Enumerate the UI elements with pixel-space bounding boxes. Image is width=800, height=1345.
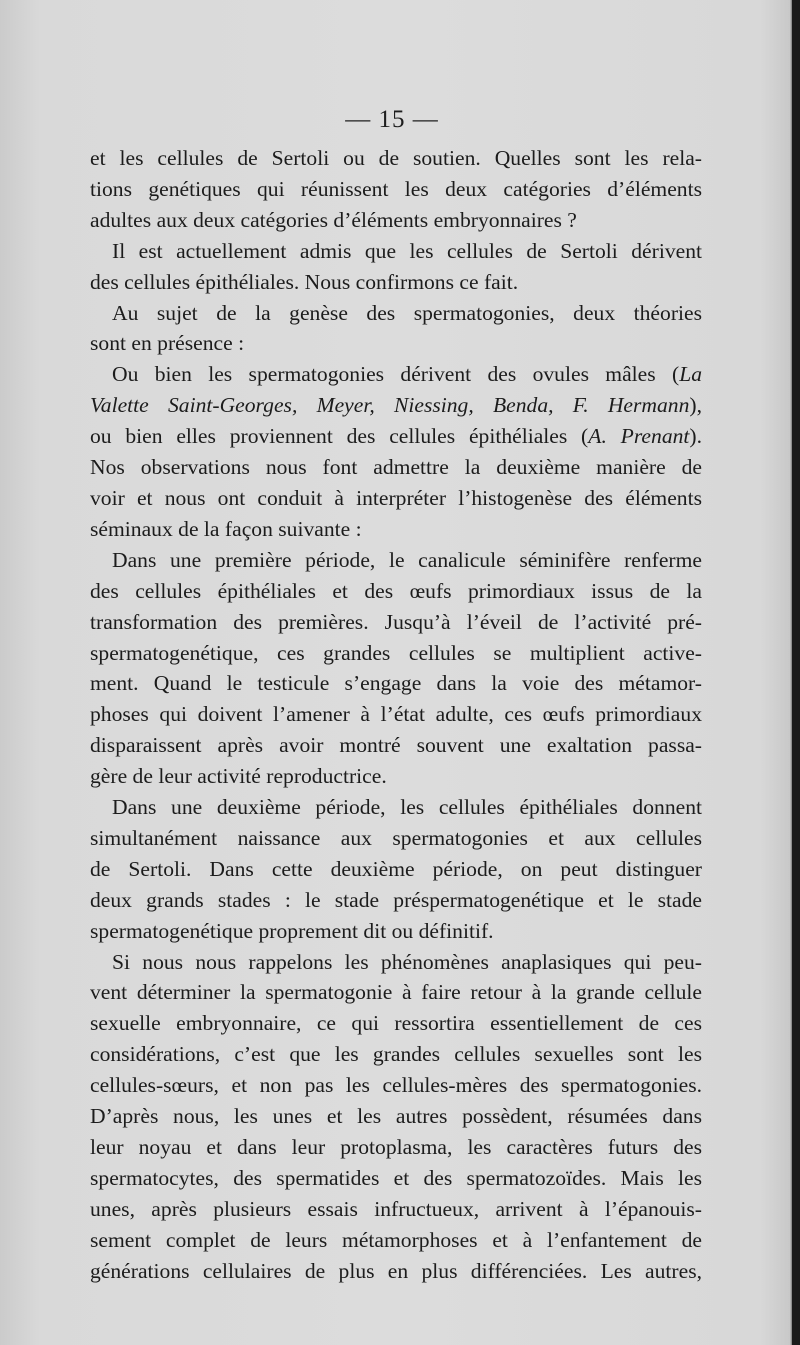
citation-italic: La	[679, 362, 702, 387]
text-line: unes, après plusieurs essais infructueux, arrivent à l’épanouis-	[90, 1196, 702, 1221]
page-edge-shadow	[792, 0, 800, 1345]
text-line: spermatogenétique proprement dit ou définitif.	[90, 918, 494, 943]
text-line: de Sertoli. Dans cette deuxième période, on peut distinguer	[90, 856, 702, 881]
paragraph-1	[90, 143, 702, 236]
page-number: — 15 —	[345, 106, 439, 133]
text-line: générations cellulaires de plus en plus différenciées. Les autres,	[90, 1258, 702, 1283]
text-line	[90, 359, 702, 390]
text-line: considérations, c’est que les grandes cellules sexuelles sont les	[90, 1042, 702, 1067]
paragraph-2	[90, 236, 702, 298]
text-line: disparaissent après avoir montré souvent une exaltation passa-	[90, 733, 702, 758]
paragraph-7	[90, 947, 702, 1287]
text-line: gère de leur activité reproductrice.	[90, 764, 387, 789]
citation-italic: Valette Saint-Georges, Meyer, Niessing, Benda, F. Hermann	[90, 393, 690, 418]
paragraph-6	[90, 792, 702, 947]
text-line: Dans une première période, le canalicule séminifère renferme	[112, 547, 702, 572]
text-line: simultanément naissance aux spermatogonies et aux cellules	[90, 825, 702, 850]
text-line: spermatocytes, des spermatides et des spermatozoïdes. Mais les	[90, 1165, 702, 1190]
text-line	[90, 390, 702, 421]
text-line: Si nous nous rappelons les phénomènes anaplasiques qui peu-	[112, 949, 702, 974]
text-line: et les cellules de Sertoli ou de soutien. Quelles sont les rela-	[90, 146, 702, 170]
text-line: leur noyau et dans leur protoplasma, les caractères futurs des	[90, 1135, 702, 1159]
text-line: cellules-sœurs, et non pas les cellules-mères des spermatogonies.	[90, 1073, 702, 1098]
text-line: séminaux de la façon suivante :	[90, 516, 362, 541]
text-line: deux grands stades : le stade préspermatogenétique et le stade	[90, 887, 702, 912]
text-line: sexuelle embryonnaire, ce qui ressortira essentiellement de ces	[90, 1011, 702, 1036]
text-line: des cellules épithéliales. Nous confirmons ce fait.	[90, 269, 519, 294]
text-line: adultes aux deux catégories d’éléments embryonnaires ?	[90, 207, 577, 232]
text-segment: Ou bien les spermatogonies dérivent des ovules mâles (	[112, 362, 680, 387]
paragraph-3	[90, 298, 702, 360]
text-line: vent déterminer la spermatogonie à faire retour à la grande cellule	[90, 980, 702, 1005]
text-line: sont en présence :	[90, 331, 245, 356]
text-segment: ou bien elles proviennent des cellules épithéliales (	[90, 424, 589, 449]
text-line: spermatogenétique, ces grandes cellules se multiplient active-	[90, 640, 702, 665]
citation-italic: A. Prenant	[588, 424, 690, 449]
text-line: Dans une deuxième période, les cellules épithéliales donnent	[112, 795, 702, 820]
text-line: phoses qui doivent l’amener à l’état adulte, ces œufs primordiaux	[90, 702, 702, 727]
body-text	[90, 143, 702, 1287]
text-line: tions genétiques qui réunissent les deux catégories d’éléments	[90, 176, 702, 201]
text-line: des cellules épithéliales et des œufs primordiaux issus de la	[90, 578, 702, 603]
text-line: Au sujet de la genèse des spermatogonies, deux théories	[112, 300, 702, 325]
text-line: ment. Quand le testicule s’engage dans la voie des métamor-	[90, 671, 702, 696]
text-segment: ).	[689, 424, 703, 449]
text-line	[90, 421, 702, 452]
text-line: D’après nous, les unes et les autres possèdent, résumées dans	[90, 1104, 702, 1129]
text-line: Il est actuellement admis que les cellules de Sertoli dérivent	[112, 238, 702, 263]
text-segment: ),	[689, 393, 702, 418]
text-line: transformation des premières. Jusqu’à l’éveil de l’activité pré-	[90, 609, 702, 634]
text-line: Nos observations nous font admettre la deuxième manière de	[90, 455, 702, 480]
text-line: voir et nous ont conduit à interpréter l’histogenèse des éléments	[90, 485, 702, 510]
text-line: sement complet de leurs métamorphoses et à l’enfantement de	[90, 1227, 702, 1252]
paragraph-4	[90, 359, 702, 544]
paragraph-5	[90, 545, 702, 792]
